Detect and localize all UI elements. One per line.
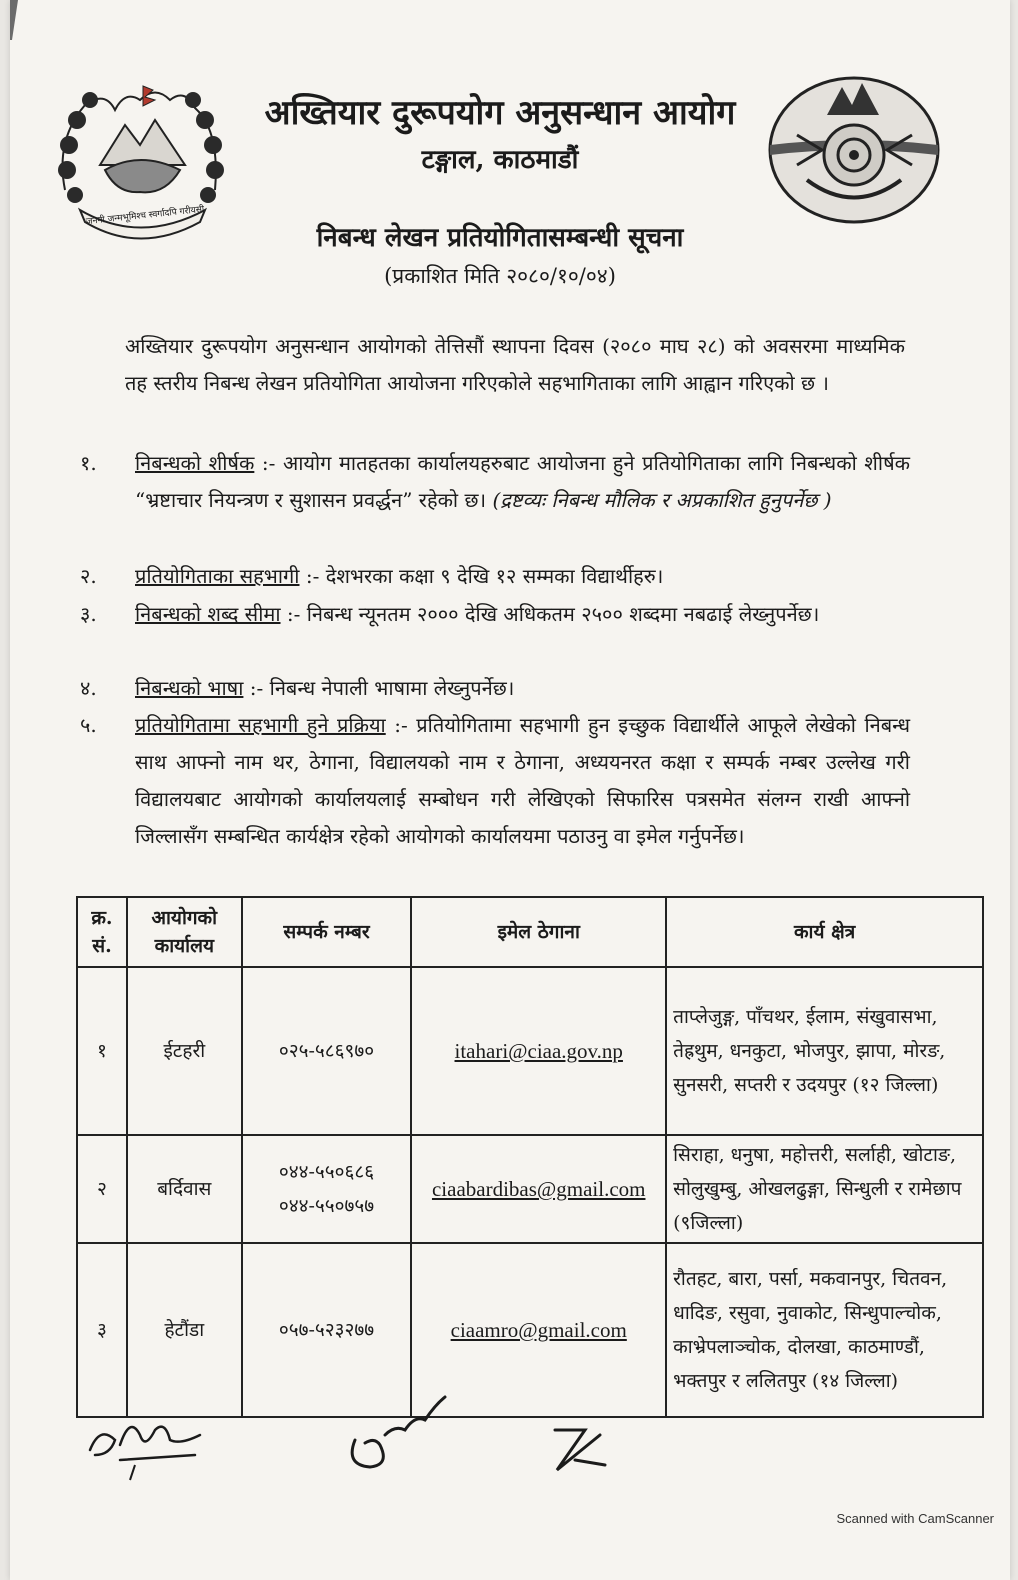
offices-table [76,896,984,1418]
item-heading: प्रतियोगिताका सहभागी [135,564,300,588]
cell-office: हेटौंडा [127,1243,242,1417]
emblem-motto: जननी जन्मभूमिश्च स्वर्गादपि गरीयसी [85,204,205,228]
list-item [80,707,910,855]
item-text: :- देशभरका कक्षा ९ देखि १२ सम्मका विद्यार्थीहरु। [299,564,664,588]
item-note: (द्रष्टव्यः निबन्ध मौलिक र अप्रकाशित हुनुपर्नेछ ) [492,488,832,512]
cell-sn: १ [77,967,127,1135]
list-item [80,670,910,707]
org-location: टङ्गाल, काठमाडौं [421,145,579,175]
item-heading: निबन्धको शीर्षक [135,451,255,475]
item-text: :- निबन्ध न्यूनतम २००० देखि अधिकतम २५०० शब्दमा नबढाई लेख्नुपर्नेछ। [280,602,820,626]
table-row [77,1243,983,1417]
org-name: अख्तियार दुरूपयोग अनुसन्धान आयोग [264,93,736,133]
cell-area: सिराहा, धनुषा, महोत्तरी, सर्लाही, खोटाङ, सोलुखुम्बु, ओखलढुङ्गा, सिन्धुली र रामेछाप (९जिल्ला) [666,1135,983,1243]
header-contact: सम्पर्क नम्बर [242,897,412,967]
list-item [80,596,910,633]
cell-contact: ०५७-५२३२७७ [242,1243,412,1417]
item-number: १. [80,451,97,475]
intro-paragraph: अख्तियार दुरूपयोग अनुसन्धान आयोगको तेत्तिसौं स्थापना दिवस (२०८० माघ २८) को अवसरमा माध्यमिक तह स्तरीय निबन्ध लेखन प्रतियोगिता आयोजना गरिएकोले सहभागिताका लागि आह्वान गरिएको छ । [125,334,905,395]
table-row [77,967,983,1135]
page-edge-shadow [10,0,24,40]
item-text: :- निबन्ध नेपाली भाषामा लेख्नुपर्नेछ। [243,676,515,700]
email-link[interactable]: ciaabardibas@gmail.com [411,1135,666,1243]
item-text: :- प्रतियोगितामा सहभागी हुन इच्छुक विद्यार्थीले आफूले लेखेको निबन्ध साथ आफ्नो नाम थर, ठेगाना, विद्यालयको नाम र ठेगाना, अध्ययनरत कक्षा र सम्पर्क नम्बर उल्लेख गरी विद्यालयबाट आयोगको कार्यालयलाई सम्बोधन गरी लेखिएको सिफारिस पत्रसमेत संलग्न राखी आफ्नो जिल्लासँग सम्बन्धित कार्यक्षेत्र रहेको आयोगको कार्यालयमा पठाउनु वा इमेल गर्नुपर्नेछ। [135,713,911,848]
cell-sn: २ [77,1135,127,1243]
email-link[interactable]: itahari@ciaa.gov.np [411,967,666,1135]
cell-area: ताप्लेजुङ्ग, पाँचथर, ईलाम, संखुवासभा, तेह्रथुम, धनकुटा, भोजपुर, झापा, मोरङ, सुनसरी, सप्तरी र उदयपुर (१२ जिल्ला) [666,967,983,1135]
signature-1-icon [80,1395,210,1485]
cell-office: बर्दिवास [127,1135,242,1243]
item-number: ४. [80,676,97,700]
header-area: कार्य क्षेत्र [666,897,983,967]
item-number: ३. [80,602,97,626]
item-heading: निबन्धको शब्द सीमा [135,602,281,626]
cell-area: रौतहट, बारा, पर्सा, मकवानपुर, चितवन, धादिङ, रसुवा, नुवाकोट, सिन्धुपाल्चोक, काभ्रेपलाञ्चोक, दोलखा, काठमाण्डौं, भक्तपुर र ललितपुर (१४ जिल्ला) [666,1243,983,1417]
item-text: :- आयोग मातहतका कार्यालयहरुबाट आयोजना हुने प्रतियोगिताका लागि निबन्धको शीर्षक “भ्रष्टाचार नियन्त्रण र सुशासन प्रवर्द्धन” रहेको छ। [135,451,910,512]
signature-2-icon [335,1385,465,1475]
header-office: आयोगको कार्यालय [127,897,242,967]
signature-3-icon [545,1420,615,1480]
cell-office: ईटहरी [127,967,242,1135]
item-heading: प्रतियोगितामा सहभागी हुने प्रक्रिया [135,713,386,737]
item-heading: निबन्धको भाषा [135,676,244,700]
list-item [80,558,910,595]
item-number: २. [80,564,97,588]
header-email: इमेल ठेगाना [411,897,666,967]
scanner-watermark: Scanned with CamScanner [836,1511,994,1526]
header-sn: क्र. सं. [77,897,127,967]
ciaa-logo-icon [767,75,942,225]
cell-contact: ०४४-५५०६८६ ०४४-५५०७५७ [242,1135,412,1243]
email-link[interactable]: ciaamro@gmail.com [411,1243,666,1417]
cell-contact: ०२५-५८६९७० [242,967,412,1135]
notice-title: निबन्ध लेखन प्रतियोगितासम्बन्धी सूचना [316,223,684,253]
list-item [80,445,910,519]
item-number: ५. [80,713,97,737]
cell-sn: ३ [77,1243,127,1417]
table-row [77,1135,983,1243]
notice-page [10,0,1010,1580]
published-date: (प्रकाशित मिति २०८०/१०/०४) [384,264,616,288]
table-header-row [77,897,983,967]
